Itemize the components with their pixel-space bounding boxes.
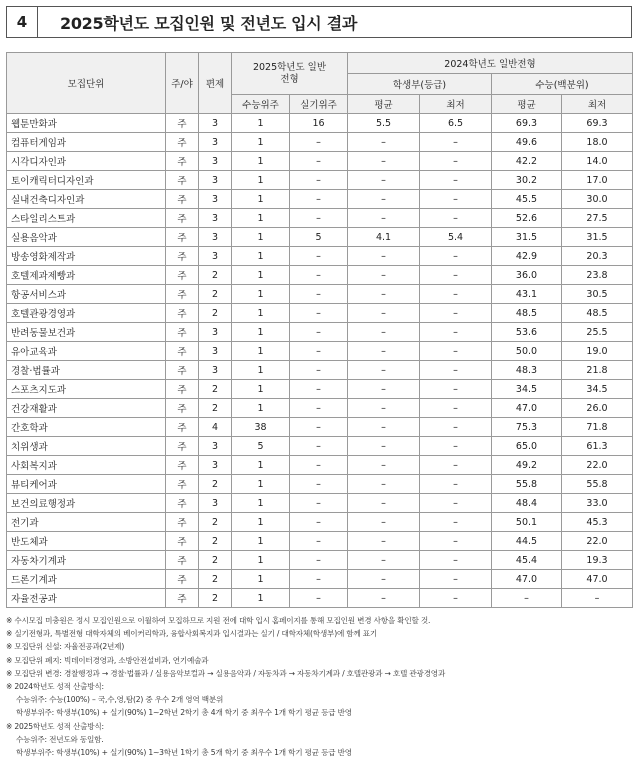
- table-cell: –: [348, 285, 420, 304]
- table-cell: 38: [232, 418, 290, 437]
- table-cell: 2: [199, 475, 232, 494]
- table-cell: –: [420, 532, 492, 551]
- table-cell: 3: [199, 190, 232, 209]
- unit-name-cell: 건강재활과: [7, 399, 166, 418]
- header-school-record: 학생부(등급): [348, 74, 492, 95]
- unit-name-cell: 반도체과: [7, 532, 166, 551]
- table-cell: 주: [166, 418, 199, 437]
- table-cell: 1: [232, 152, 290, 171]
- unit-name-cell: 경찰·법률과: [7, 361, 166, 380]
- table-cell: –: [290, 190, 348, 209]
- table-cell: –: [290, 399, 348, 418]
- table-cell: 1: [232, 380, 290, 399]
- table-cell: 1: [232, 228, 290, 247]
- table-cell: 45.3: [562, 513, 633, 532]
- unit-name-cell: 실용음악과: [7, 228, 166, 247]
- table-cell: 1: [232, 171, 290, 190]
- table-cell: 61.3: [562, 437, 633, 456]
- table-cell: 69.3: [562, 114, 633, 133]
- page-title: 2025학년도 모집인원 및 전년도 입시 결과: [60, 13, 358, 33]
- table-cell: 주: [166, 171, 199, 190]
- table-row: [7, 247, 633, 266]
- unit-name-cell: 실내건축디자인과: [7, 190, 166, 209]
- table-cell: 5: [232, 437, 290, 456]
- table-cell: 22.0: [562, 456, 633, 475]
- table-cell: 6.5: [420, 114, 492, 133]
- table-row: [7, 399, 633, 418]
- table-row: [7, 532, 633, 551]
- table-cell: 30.0: [562, 190, 633, 209]
- unit-name-cell: 시각디자인과: [7, 152, 166, 171]
- table-row: [7, 380, 633, 399]
- table-cell: 주: [166, 380, 199, 399]
- unit-name-cell: 뷰티케어과: [7, 475, 166, 494]
- table-cell: –: [348, 190, 420, 209]
- table-cell: 2: [199, 266, 232, 285]
- table-cell: 27.5: [562, 209, 633, 228]
- table-cell: 3: [199, 342, 232, 361]
- table-cell: 44.5: [492, 532, 562, 551]
- table-cell: 30.5: [562, 285, 633, 304]
- table-cell: 1: [232, 494, 290, 513]
- table-cell: 3: [199, 323, 232, 342]
- table-cell: 48.5: [562, 304, 633, 323]
- table-cell: 1: [232, 342, 290, 361]
- header-unit: 모집단위: [7, 53, 166, 114]
- table-cell: 주: [166, 285, 199, 304]
- unit-name-cell: 호텔관광경영과: [7, 304, 166, 323]
- table-cell: 1: [232, 323, 290, 342]
- table-cell: 71.8: [562, 418, 633, 437]
- table-cell: 주: [166, 570, 199, 589]
- table-cell: 47.0: [492, 399, 562, 418]
- unit-name-cell: 자동차기계과: [7, 551, 166, 570]
- table-cell: 주: [166, 342, 199, 361]
- table-cell: 49.2: [492, 456, 562, 475]
- table-cell: 주: [166, 209, 199, 228]
- table-cell: 1: [232, 266, 290, 285]
- footnote-line: ※ 2024학년도 성적 산출방식:: [6, 682, 104, 692]
- table-cell: –: [290, 285, 348, 304]
- table-row: [7, 475, 633, 494]
- table-cell: –: [348, 247, 420, 266]
- table-cell: –: [348, 171, 420, 190]
- table-cell: 3: [199, 171, 232, 190]
- unit-name-cell: 치위생과: [7, 437, 166, 456]
- table-cell: –: [420, 437, 492, 456]
- table-cell: –: [290, 304, 348, 323]
- table-cell: –: [420, 209, 492, 228]
- table-cell: 주: [166, 323, 199, 342]
- table-cell: –: [348, 570, 420, 589]
- table-cell: –: [348, 323, 420, 342]
- table-cell: –: [420, 494, 492, 513]
- table-cell: 55.8: [492, 475, 562, 494]
- table-cell: –: [420, 247, 492, 266]
- table-row: [7, 209, 633, 228]
- table-cell: –: [290, 266, 348, 285]
- footnote-line: 학생부위주: 학생부(10%) + 실기(90%) 1~3학년 1학기 총 5개 학기 중 최우수 1개 학기 평균 등급 반영: [16, 748, 352, 758]
- table-cell: –: [348, 513, 420, 532]
- table-row: [7, 437, 633, 456]
- table-cell: –: [290, 456, 348, 475]
- table-cell: –: [290, 475, 348, 494]
- table-cell: 43.1: [492, 285, 562, 304]
- table-cell: 주: [166, 133, 199, 152]
- table-cell: –: [348, 494, 420, 513]
- footnotes: [6, 614, 632, 759]
- table-cell: 75.3: [492, 418, 562, 437]
- table-cell: 주: [166, 399, 199, 418]
- unit-name-cell: 전기과: [7, 513, 166, 532]
- table-cell: 1: [232, 589, 290, 608]
- table-cell: 14.0: [562, 152, 633, 171]
- unit-name-cell: 방송영화제작과: [7, 247, 166, 266]
- unit-name-cell: 사회복지과: [7, 456, 166, 475]
- table-cell: 주: [166, 114, 199, 133]
- footnote-line: 수능위주: 수능(100%) – 국,수,영,탐(2) 중 우수 2개 영역 백분위: [16, 695, 224, 705]
- unit-name-cell: 스타일리스트과: [7, 209, 166, 228]
- table-cell: 1: [232, 114, 290, 133]
- table-cell: 49.6: [492, 133, 562, 152]
- table-row: [7, 361, 633, 380]
- header-record-min: 최저: [420, 95, 492, 114]
- table-cell: 5.5: [348, 114, 420, 133]
- table-cell: 3: [199, 247, 232, 266]
- table-cell: 2: [199, 551, 232, 570]
- table-cell: 주: [166, 513, 199, 532]
- table-cell: –: [290, 380, 348, 399]
- table-cell: 3: [199, 152, 232, 171]
- table-cell: 3: [199, 114, 232, 133]
- table-cell: 3: [199, 494, 232, 513]
- table-row: [7, 114, 633, 133]
- header-quota: 편제: [199, 53, 232, 114]
- table-cell: –: [420, 342, 492, 361]
- table-row: [7, 133, 633, 152]
- table-cell: 47.0: [492, 570, 562, 589]
- table-row: [7, 494, 633, 513]
- table-cell: 65.0: [492, 437, 562, 456]
- table-cell: 주: [166, 361, 199, 380]
- table-cell: 50.1: [492, 513, 562, 532]
- table-cell: 1: [232, 190, 290, 209]
- table-cell: 3: [199, 133, 232, 152]
- table-cell: 1: [232, 551, 290, 570]
- unit-name-cell: 컴퓨터게임과: [7, 133, 166, 152]
- table-row: [7, 418, 633, 437]
- table-cell: 주: [166, 551, 199, 570]
- table-cell: 18.0: [562, 133, 633, 152]
- table-cell: –: [348, 361, 420, 380]
- unit-name-cell: 유아교육과: [7, 342, 166, 361]
- table-cell: 주: [166, 589, 199, 608]
- header-day-night: 주/야: [166, 53, 199, 114]
- table-cell: 3: [199, 209, 232, 228]
- table-cell: 1: [232, 513, 290, 532]
- table-cell: –: [420, 589, 492, 608]
- table-cell: –: [290, 418, 348, 437]
- table-cell: 31.5: [562, 228, 633, 247]
- table-cell: –: [420, 418, 492, 437]
- table-cell: –: [348, 437, 420, 456]
- table-cell: 47.0: [562, 570, 633, 589]
- table-cell: –: [420, 551, 492, 570]
- table-cell: 주: [166, 190, 199, 209]
- table-cell: –: [290, 342, 348, 361]
- table-cell: –: [290, 551, 348, 570]
- section-header: [6, 6, 632, 38]
- table-cell: –: [420, 285, 492, 304]
- table-cell: –: [348, 456, 420, 475]
- table-cell: –: [290, 133, 348, 152]
- unit-name-cell: 보건의료행정과: [7, 494, 166, 513]
- table-cell: –: [420, 570, 492, 589]
- table-cell: –: [290, 152, 348, 171]
- table-cell: 2: [199, 532, 232, 551]
- table-row: [7, 323, 633, 342]
- table-cell: –: [420, 475, 492, 494]
- table-cell: –: [420, 380, 492, 399]
- header-suneung: 수능위주: [232, 95, 290, 114]
- table-row: [7, 589, 633, 608]
- table-cell: –: [420, 399, 492, 418]
- table-cell: –: [290, 570, 348, 589]
- footnote-line: ※ 모집단위 신설: 자율전공과(2년제): [6, 642, 125, 652]
- table-cell: 1: [232, 361, 290, 380]
- table-cell: 2: [199, 399, 232, 418]
- header-pct-min: 최저: [562, 95, 633, 114]
- table-cell: 45.5: [492, 190, 562, 209]
- table-cell: 2: [199, 304, 232, 323]
- table-cell: 42.2: [492, 152, 562, 171]
- header-record-avg: 평균: [348, 95, 420, 114]
- table-cell: 48.4: [492, 494, 562, 513]
- table-cell: –: [348, 475, 420, 494]
- table-cell: 23.8: [562, 266, 633, 285]
- table-cell: 주: [166, 437, 199, 456]
- table-cell: –: [420, 171, 492, 190]
- unit-name-cell: 스포츠지도과: [7, 380, 166, 399]
- table-cell: –: [290, 323, 348, 342]
- footnote-line: 수능위주: 전년도와 동일함.: [16, 734, 104, 744]
- unit-name-cell: 토이캐릭터디자인과: [7, 171, 166, 190]
- table-cell: –: [348, 342, 420, 361]
- table-row: [7, 228, 633, 247]
- unit-name-cell: 항공서비스과: [7, 285, 166, 304]
- footnote-line: ※ 모집단위 폐지: 빅데이터경영과, 소방안전설비과, 연기예술과: [6, 655, 209, 665]
- footnote-line: ※ 수시모집 미충원은 정시 모집인원으로 이월하여 모집하므로 지원 전에 대학 입시 홈페이지를 통해 모집인원 변경 사항을 확인할 것.: [6, 616, 431, 625]
- table-cell: 3: [199, 456, 232, 475]
- table-row: [7, 152, 633, 171]
- footnote-line: ※ 실기전형과, 특별전형 대학자체의 베이커리학과, 융합사회복지과 입시결과는 실기 / 대학자체(학생부)에 함께 표기: [6, 629, 378, 639]
- unit-name-cell: 간호학과: [7, 418, 166, 437]
- unit-name-cell: 반려동물보건과: [7, 323, 166, 342]
- table-cell: 주: [166, 475, 199, 494]
- table-cell: 48.5: [492, 304, 562, 323]
- table-row: [7, 551, 633, 570]
- table-cell: 42.9: [492, 247, 562, 266]
- table-cell: –: [348, 551, 420, 570]
- table-cell: 1: [232, 133, 290, 152]
- table-cell: 36.0: [492, 266, 562, 285]
- table-cell: 22.0: [562, 532, 633, 551]
- table-cell: 3: [199, 361, 232, 380]
- table-cell: 주: [166, 247, 199, 266]
- table-cell: 1: [232, 475, 290, 494]
- table-cell: 48.3: [492, 361, 562, 380]
- unit-name-cell: 웹툰만화과: [7, 114, 166, 133]
- table-row: [7, 190, 633, 209]
- table-cell: –: [348, 589, 420, 608]
- table-cell: 1: [232, 532, 290, 551]
- table-cell: 주: [166, 266, 199, 285]
- table-row: [7, 266, 633, 285]
- table-cell: 1: [232, 456, 290, 475]
- table-cell: 2: [199, 285, 232, 304]
- unit-name-cell: 자율전공과: [7, 589, 166, 608]
- table-cell: –: [290, 361, 348, 380]
- table-cell: 33.0: [562, 494, 633, 513]
- table-cell: –: [562, 589, 633, 608]
- table-cell: 53.6: [492, 323, 562, 342]
- table-cell: 주: [166, 152, 199, 171]
- table-cell: –: [420, 323, 492, 342]
- table-cell: 21.8: [562, 361, 633, 380]
- section-number: 4: [7, 7, 38, 37]
- table-cell: –: [290, 494, 348, 513]
- table-cell: 69.3: [492, 114, 562, 133]
- table-cell: 1: [232, 570, 290, 589]
- table-cell: 30.2: [492, 171, 562, 190]
- table-cell: 5.4: [420, 228, 492, 247]
- table-cell: –: [348, 152, 420, 171]
- table-cell: 주: [166, 228, 199, 247]
- table-cell: 5: [290, 228, 348, 247]
- header-2025: 2025학년도 일반전형: [232, 53, 348, 95]
- table-cell: 4.1: [348, 228, 420, 247]
- table-cell: 16: [290, 114, 348, 133]
- table-cell: 31.5: [492, 228, 562, 247]
- header-practical: 실기위주: [290, 95, 348, 114]
- table-cell: –: [348, 266, 420, 285]
- table-cell: –: [420, 133, 492, 152]
- header-pct-avg: 평균: [492, 95, 562, 114]
- table-cell: –: [420, 266, 492, 285]
- table-cell: 주: [166, 494, 199, 513]
- table-cell: 1: [232, 304, 290, 323]
- table-row: [7, 513, 633, 532]
- table-cell: –: [348, 399, 420, 418]
- table-cell: –: [348, 418, 420, 437]
- footnote-line: ※ 모집단위 변경: 경찰행정과 → 경찰·법률과 / 실용음악보컬과 → 실용음악과 / 자동차과 → 자동차기계과 / 호텔관광과 → 호텔 관광경영과: [6, 668, 446, 678]
- table-cell: –: [348, 133, 420, 152]
- table-row: [7, 171, 633, 190]
- table-cell: –: [420, 304, 492, 323]
- table-cell: –: [290, 532, 348, 551]
- table-cell: 55.8: [562, 475, 633, 494]
- table-cell: –: [348, 532, 420, 551]
- table-row: [7, 304, 633, 323]
- table-cell: –: [290, 171, 348, 190]
- table-cell: –: [420, 361, 492, 380]
- table-cell: –: [290, 513, 348, 532]
- table-cell: 2: [199, 380, 232, 399]
- admissions-table: [6, 52, 633, 608]
- table-cell: 25.5: [562, 323, 633, 342]
- header-2024: 2024학년도 일반전형: [348, 53, 633, 74]
- footnote-line: 학생부위주: 학생부(10%) + 실기(90%) 1~2학년 2학기 총 4개 학기 중 최우수 1개 학기 평균 등급 반영: [16, 708, 352, 718]
- table-cell: –: [290, 437, 348, 456]
- table-cell: 4: [199, 418, 232, 437]
- table-cell: –: [348, 380, 420, 399]
- table-cell: –: [290, 247, 348, 266]
- unit-name-cell: 호텔제과제빵과: [7, 266, 166, 285]
- table-cell: 1: [232, 247, 290, 266]
- table-cell: –: [290, 589, 348, 608]
- table-cell: 19.3: [562, 551, 633, 570]
- table-cell: 1: [232, 209, 290, 228]
- table-cell: –: [420, 152, 492, 171]
- table-row: [7, 570, 633, 589]
- table-cell: –: [420, 456, 492, 475]
- table-cell: 34.5: [492, 380, 562, 399]
- table-cell: 2: [199, 513, 232, 532]
- table-cell: –: [420, 190, 492, 209]
- table-cell: 주: [166, 304, 199, 323]
- unit-name-cell: 드론기계과: [7, 570, 166, 589]
- table-row: [7, 342, 633, 361]
- table-cell: 1: [232, 285, 290, 304]
- table-cell: –: [492, 589, 562, 608]
- table-row: [7, 285, 633, 304]
- table-cell: 17.0: [562, 171, 633, 190]
- table-cell: 2: [199, 570, 232, 589]
- table-cell: 2: [199, 589, 232, 608]
- table-cell: –: [420, 513, 492, 532]
- header-suneung-pct: 수능(백분위): [492, 74, 633, 95]
- table-cell: –: [348, 209, 420, 228]
- table-cell: –: [290, 209, 348, 228]
- table-cell: 20.3: [562, 247, 633, 266]
- table-cell: 3: [199, 437, 232, 456]
- table-cell: 1: [232, 399, 290, 418]
- table-cell: 34.5: [562, 380, 633, 399]
- table-row: [7, 456, 633, 475]
- table-cell: 52.6: [492, 209, 562, 228]
- table-cell: 19.0: [562, 342, 633, 361]
- table-cell: 26.0: [562, 399, 633, 418]
- table-cell: 50.0: [492, 342, 562, 361]
- table-cell: –: [348, 304, 420, 323]
- table-cell: 주: [166, 532, 199, 551]
- table-cell: 45.4: [492, 551, 562, 570]
- table-cell: 3: [199, 228, 232, 247]
- table-cell: 주: [166, 456, 199, 475]
- footnote-line: ※ 2025학년도 성적 산출방식:: [6, 721, 104, 731]
